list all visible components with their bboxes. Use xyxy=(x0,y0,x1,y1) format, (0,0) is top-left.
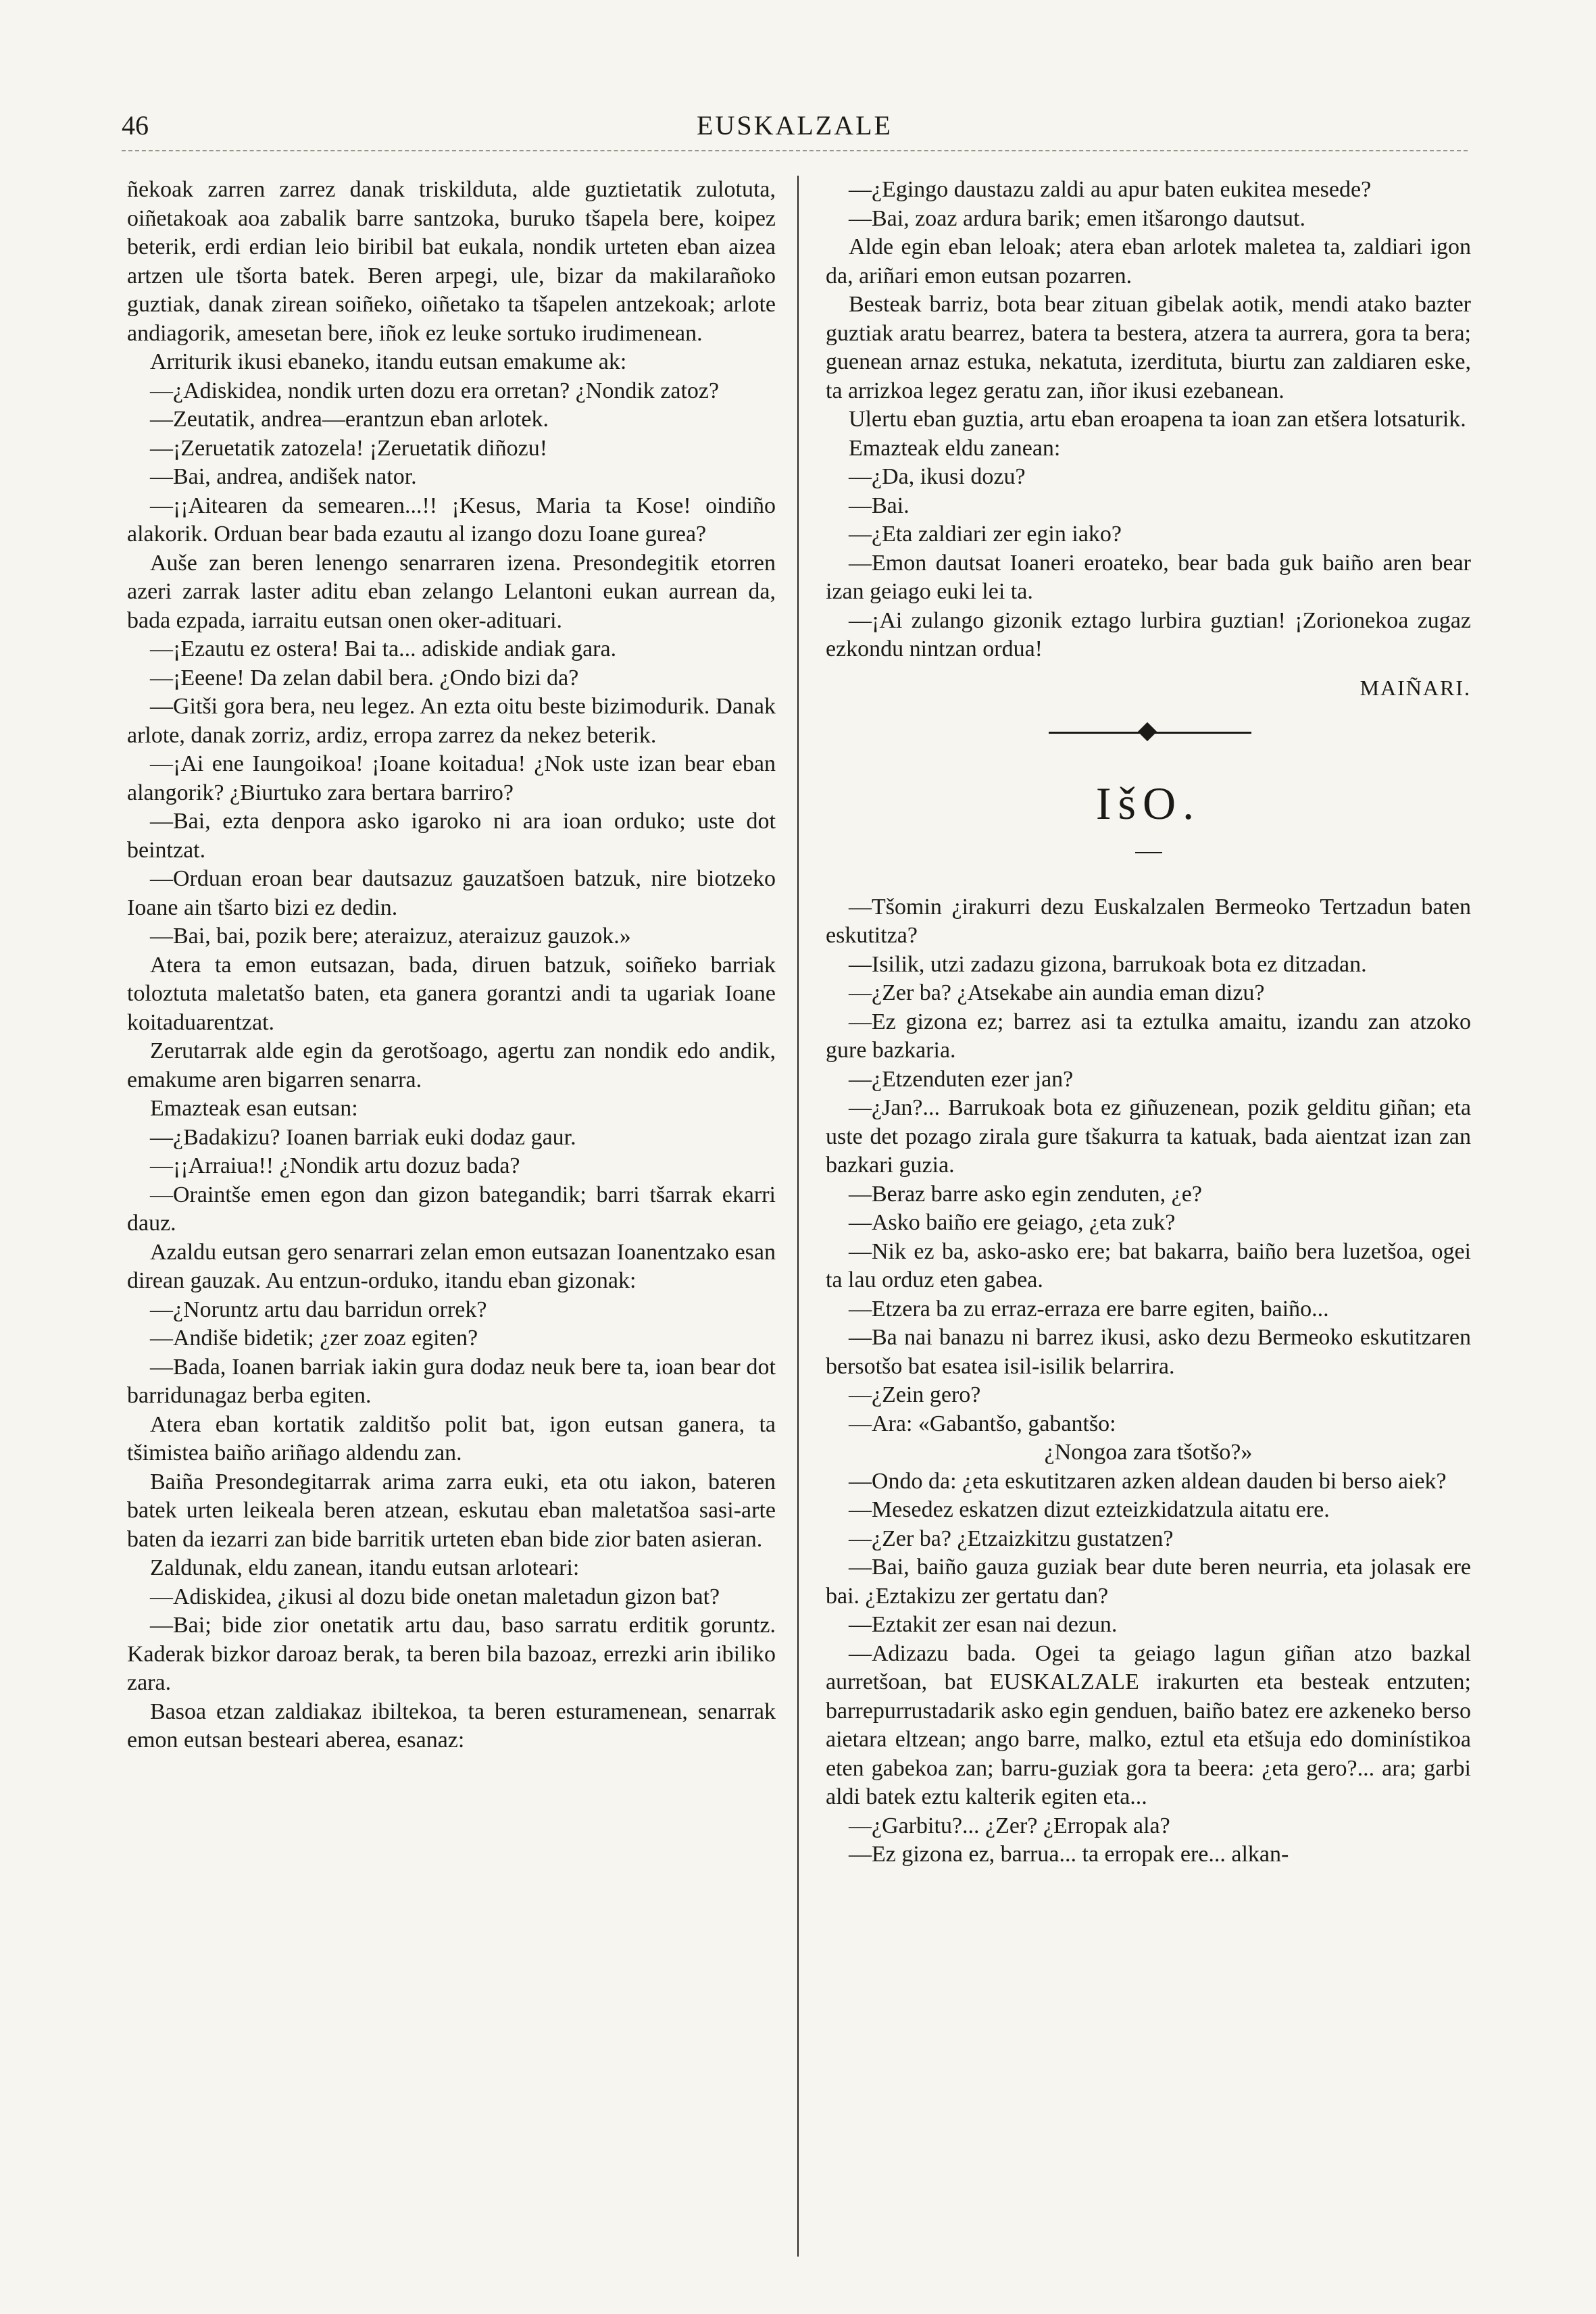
page-header xyxy=(122,101,1468,142)
paragraph: —¡Ezautu ez ostera! Bai ta... adiskide andiak gara. xyxy=(150,636,617,661)
paragraph: —Adiskidea, ¿ikusi al dozu bide onetan maletadun gizon bat? xyxy=(150,1584,720,1609)
paragraph: —Bai, zoaz ardura barik; emen itšarongo dautsut. xyxy=(849,205,1305,231)
header-rule xyxy=(122,150,1468,151)
paragraph: —¿Noruntz artu dau barridun orrek? xyxy=(150,1297,487,1322)
paragraph: —Andiše bidetik; ¿zer zoaz egiten? xyxy=(150,1326,478,1351)
paragraph: —¿Zein gero? xyxy=(849,1382,981,1407)
journal-title: EUSKALZALE xyxy=(697,110,893,141)
paragraph: —Bai; bide zior onetatik artu dau, baso sarratu erditik goruntz. Kaderak bizkor daroaz berak, ta beren bila bazoaz, errezki arin ibiliko zara. xyxy=(127,1613,776,1695)
paragraph: —Ba nai banazu ni barrez ikusi, asko dezu Bermeoko eskutitzaren bersotšo bat esatea isil-isilik belarrira. xyxy=(826,1325,1471,1379)
paragraph: —Emon dautsat Ioaneri eroateko, bear bada guk baiño aren bear izan geiago euki lei ta. xyxy=(826,550,1471,604)
paragraph: Alde egin eban leloak; atera eban arlotek maletea ta, zaldiari igon da, ariñari emon eutsan pozarren. xyxy=(826,234,1471,288)
title-dash-rule xyxy=(1135,852,1162,853)
paragraph: —¿Garbitu?... ¿Zer? ¿Erropak ala? xyxy=(849,1813,1170,1838)
column-divider xyxy=(797,176,799,2257)
paragraph: —¿Eta zaldiari zer egin iako? xyxy=(849,522,1122,547)
paragraph: Basoa etzan zaldiakaz ibiltekoa, ta beren esturamenean, senarrak emon eutsan besteari aberea, esanaz: xyxy=(127,1699,776,1753)
paragraph: —Bai, bai, pozik bere; ateraizuz, ateraizuz gauzok.» xyxy=(150,924,631,949)
paragraph: —Tšomin ¿irakurri dezu Euskalzalen Bermeoko Tertzadun baten eskutitza? xyxy=(826,894,1471,948)
title-dash xyxy=(826,837,1471,866)
paragraph: —¿Badakizu? Ioanen barriak euki dodaz gaur. xyxy=(150,1124,576,1150)
paragraph: Zerutarrak alde egin da gerotšoago, agertu zan nondik edo andik, emakume aren bigarren senarra. xyxy=(127,1038,776,1092)
paragraph: —Eztakit zer esan nai dezun. xyxy=(849,1612,1118,1637)
paragraph: —¡¡Arraiua!! ¿Nondik artu dozuz bada? xyxy=(150,1153,520,1178)
ornament-diamond-icon xyxy=(1138,722,1157,741)
paragraph: Atera ta emon eutsazan, bada, diruen batzuk, soiñeko barriak toloztuta maletatšo baten, eta ganera gorantzi andi ta ugariak Ioane koitaduarentzat. xyxy=(127,952,776,1035)
paragraph: —¡Zeruetatik zatozela! ¡Zeruetatik diñozu! xyxy=(150,435,548,461)
paragraph: Atera eban kortatik zalditšo polit bat, igon eutsan ganera, ta tšimistea baiño ariñago aldendu zan. xyxy=(127,1411,776,1465)
paragraph: —¿Da, ikusi dozu? xyxy=(849,464,1026,489)
paragraph: Emazteak eldu zanean: xyxy=(849,435,1061,461)
paragraph: —Orduan eroan bear dautsazuz gauzatšoen batzuk, nire biotzeko Ioane ain tšarto bizi ez dedin. xyxy=(127,866,776,920)
paragraph: —¡Eeene! Da zelan dabil bera. ¿Ondo bizi da? xyxy=(150,665,579,690)
paragraph: Zaldunak, eldu zanean, itandu eutsan arloteari: xyxy=(150,1555,580,1580)
section-body xyxy=(826,893,1471,1869)
paragraph: ¿Nongoa zara tšotšo?» xyxy=(1044,1440,1253,1465)
paragraph: —Gitši gora bera, neu legez. An ezta oitu beste bizimodurik. Danak arlote, danak zorriz, ardiz, erropa zarrez da nekez beterik. xyxy=(127,694,776,748)
paragraph: Baiña Presondegitarrak arima zarra euki, eta otu iakon, bateren batek urten leikeala beren atzean, eskutau eban maletatšoa sasi-arte baten da iezarri zan bide barritik urteten eban bide zior baten asieran. xyxy=(127,1469,776,1552)
paragraph: —¡Ai ene Iaungoikoa! ¡Ioane koitadua! ¿Nok uste izan bear eban alangorik? ¿Biurtuko zara bertara barriro? xyxy=(127,751,776,805)
paragraph: —Bai, andrea, andišek nator. xyxy=(150,464,417,489)
paragraph: —Bai. xyxy=(849,493,909,518)
paragraph: —¿Zer ba? ¿Atsekabe ain aundia eman dizu? xyxy=(849,980,1265,1005)
page-number: 46 xyxy=(122,110,149,141)
paragraph: —Bai, baiño gauza guziak bear dute beren neurria, eta jolasak ere bai. ¿Eztakizu zer gertatu dan? xyxy=(826,1555,1471,1609)
paragraph: Azaldu eutsan gero senarrari zelan emon eutsazan Ioanentzako esan direan gauzak. Au entzun-orduko, itandu eban gizonak: xyxy=(127,1239,776,1293)
paragraph: —Oraintše emen egon dan gizon bategandik; barri tšarrak ekarri dauz. xyxy=(127,1182,776,1236)
paragraph: —Asko baiño ere geiago, ¿eta zuk? xyxy=(849,1210,1176,1235)
paragraph: —Etzera ba zu erraz-erraza ere barre egiten, baiño... xyxy=(849,1296,1329,1322)
paragraph: ñekoak zarren zarrez danak triskilduta, alde guztietatik zulotuta, oiñetakoak aoa zabalik barre santzoka, buruko tšapela bere, koipez beterik, erdi erdian leio biribil bat eukala, nondik urteten eban aizea artzen ule tšorta batek. Beren arpegi, ule, bizar da makilarañoko guztiak, danak zirean soiñeko, oiñetako ta tšapelen antzekoak; arlote andiagorik, amesetan bere, iñok ez leuke sortuko irudimenean. xyxy=(127,177,776,346)
paragraph: —Ondo da: ¿eta eskutitzaren azken aldean dauden bi berso aiek? xyxy=(849,1468,1447,1494)
paragraph: —Zeutatik, andrea—erantzun eban arlotek. xyxy=(150,407,549,432)
right-column xyxy=(826,176,1471,1869)
paragraph: Besteak barriz, bota bear zituan gibelak aotik, mendi atako bazter guztiak aratu bearrez, batera ta bestera, atzera ta aurrera, gora ta bera; guenean arnaz estuka, nekatuta, izerdituta, biurtu zan zaldiaren eske, ta arrizkoa legez geratu zan, iñor ikusi ezebanean. xyxy=(826,292,1471,403)
paragraph: —¿Egingo daustazu zaldi au apur baten eukitea mesede? xyxy=(849,177,1372,202)
paragraph: —¿Zer ba? ¿Etzaizkitzu gustatzen? xyxy=(849,1526,1174,1551)
story-ending xyxy=(826,176,1471,664)
paragraph: —Adizazu bada. Ogei ta geiago lagun giñan atzo bazkal aurretšoan, bat EUSKALZALE irakurten eta besteak entzuten; barrepurrustadarik asko egin genduen, baiño batez ere azkeneko berso aietara eltzean; ango barre, malko, eztul eta etšuja edo dominístikoa eten gabekoa zan; barru-guziak gora ta beera: ¿eta gero?... ara; garbi aldi batek eztu kalterik egiten eta... xyxy=(826,1640,1471,1809)
paragraph: —Nik ez ba, asko-asko ere; bat bakarra, baiño bera luzetšoa, ogei ta lau orduz eten gabea. xyxy=(826,1238,1471,1292)
section-title: IšO. xyxy=(1095,778,1201,829)
author-signature: MAIÑARI. xyxy=(1360,675,1471,700)
paragraph: —¿Jan?... Barrukoak bota ez giñuzenean, pozik gelditu giñan; eta uste det pozago zirala gure tšakurra ta katuak, bada aientzat izan zan bazkari guzia. xyxy=(826,1095,1471,1178)
paragraph: —¡¡Aitearen da semearen...!! ¡Kesus, Maria ta Kose! oindiño alakorik. Orduan bear bada ezautu al izango dozu Ioane gurea? xyxy=(127,493,776,547)
paragraph: —¡Ai zulango gizonik eztago lurbira guztian! ¡Zorionekoa zugaz ezkondu nintzan ordua! xyxy=(826,607,1471,661)
paragraph: —Isilik, utzi zadazu gizona, barrukoak bota ez ditzadan. xyxy=(849,951,1367,977)
paragraph: Emazteak esan eutsan: xyxy=(150,1096,358,1121)
paragraph: —Mesedez eskatzen dizut ezteizkidatzula aitatu ere. xyxy=(849,1497,1330,1522)
paragraph: Ulertu eban guztia, artu eban eroapena ta ioan zan etšera lotsaturik. xyxy=(849,407,1466,432)
paragraph: —Ez gizona ez; barrez asi ta eztulka amaitu, izandu zan atzoko gure bazkaria. xyxy=(826,1009,1471,1063)
paragraph: —Bai, ezta denpora asko igaroko ni ara ioan orduko; uste dot beintzat. xyxy=(127,809,776,863)
section-ornament xyxy=(826,709,1471,756)
paragraph: —¿Etzenduten ezer jan? xyxy=(849,1066,1074,1092)
paragraph: —Beraz barre asko egin zenduten, ¿e? xyxy=(849,1181,1202,1207)
paragraph: —Ez gizona ez, barrua... ta erropak ere... alkan- xyxy=(849,1842,1289,1867)
paragraph: Arriturik ikusi ebaneko, itandu eutsan emakume ak: xyxy=(150,349,627,374)
paragraph: Auše zan beren lenengo senarraren izena. Presondegitik etorren azeri zarrak laster aditu eban zelango Lelantoni eukan aurrean da, bada ezpada, iarraitu eutsan onen oker-adituari. xyxy=(127,550,776,633)
paragraph: —¿Adiskidea, nondik urten dozu era orretan? ¿Nondik zatoz? xyxy=(150,378,720,403)
left-column xyxy=(127,176,776,1755)
paragraph: —Bada, Ioanen barriak iakin gura dodaz neuk bere ta, ioan bear dot barridunagaz berba egiten. xyxy=(127,1354,776,1408)
paragraph: —Ara: «Gabantšo, gabantšo: xyxy=(849,1411,1116,1436)
